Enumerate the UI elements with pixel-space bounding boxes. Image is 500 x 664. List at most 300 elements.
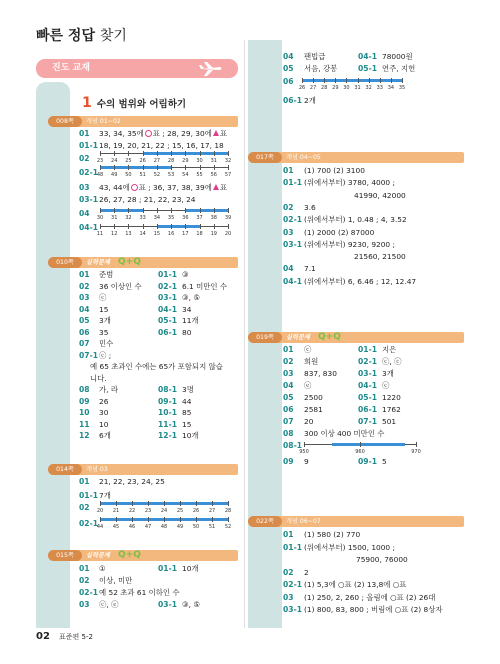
page-ref: 008쪽: [48, 116, 82, 127]
answer-text-part: 7개: [99, 491, 111, 500]
answer-number: 03: [79, 600, 90, 609]
footer-label: 표준편 5-2: [59, 633, 93, 641]
answer-text: 15: [99, 304, 109, 314]
answer-number: 02: [283, 567, 294, 577]
number-line-tick: [196, 501, 197, 506]
number-line-label: 29: [182, 158, 189, 164]
answer-number: 03-1: [158, 600, 178, 609]
skill-label: 실력문제: [86, 259, 110, 266]
answer-number: 03-1: [79, 195, 99, 204]
answer-text: (1) 250, 2, 260 ; 올림에 ○표 (2) 26대: [304, 592, 436, 602]
answer-number: 01-1: [158, 564, 178, 573]
number-line-label: 11: [96, 231, 104, 237]
number-line-label: 33: [376, 85, 383, 91]
answer-number: 04: [283, 52, 294, 61]
footer-page-number: 02: [36, 631, 50, 642]
answer-number: 02-1: [283, 580, 303, 589]
answer-number: 03: [283, 369, 294, 378]
number-line-label: 27: [208, 508, 216, 514]
skill-label: 실력문제: [286, 334, 310, 341]
answer-number: 12: [79, 431, 90, 440]
answer-text: 9: [304, 457, 309, 466]
number-line-tick: [200, 151, 201, 156]
number-line-label: 35: [398, 85, 406, 91]
answer-number: 08-1: [158, 385, 178, 394]
answer-number: 03: [79, 183, 90, 192]
number-line-label: 23: [144, 508, 152, 514]
number-line-tick: [143, 208, 144, 213]
number-line-range: [100, 209, 143, 212]
answer-number: 02-1: [158, 281, 178, 291]
number-line: [96, 165, 232, 181]
answer-text: ⓒ ;: [99, 350, 112, 360]
answer-number: 03: [283, 227, 294, 237]
page-ref: 019쪽: [248, 332, 282, 343]
circle-mark-icon: [131, 184, 138, 191]
answer-text: [99, 195, 196, 204]
number-line-tick: [214, 165, 215, 170]
number-line-label: 19: [210, 231, 217, 237]
answer-text-part: 21, 22, 23, 24, 25: [99, 477, 165, 486]
number-line-label: 29: [332, 85, 339, 91]
number-line-label: 52: [224, 524, 232, 530]
number-line-tick: [132, 517, 133, 522]
number-line-tick: [148, 517, 149, 522]
section-header-010: [48, 257, 238, 268]
number-line-label: 31: [210, 158, 217, 164]
answer-text: [99, 141, 224, 150]
answer-text: 이상, 미만: [99, 576, 133, 585]
number-line-label: 34: [387, 85, 395, 91]
page-ref: 010쪽: [48, 257, 82, 268]
answer-number: 07-1: [358, 417, 378, 426]
answer-number: 01: [283, 166, 294, 175]
answer-number: 01: [283, 345, 294, 354]
number-line-label: 17: [182, 231, 189, 237]
answer-text: 서음, 강봉: [304, 64, 338, 73]
answer-text: 78000원: [382, 52, 413, 61]
number-line-label: 50: [192, 524, 200, 530]
number-line-tick: [114, 165, 115, 170]
answer-text: 837, 830: [304, 369, 337, 378]
answer-number: 02-1: [79, 588, 99, 597]
answer-number: 01: [79, 564, 90, 573]
number-line-label: 53: [167, 172, 175, 178]
number-line-tick: [100, 517, 101, 522]
section-header-014: [48, 464, 238, 475]
answer-number: 01: [79, 477, 90, 486]
answer-number: 09: [283, 457, 294, 466]
answer-text: 2개: [304, 96, 316, 105]
number-line-tick: [369, 78, 370, 83]
airplane-icon: [198, 61, 224, 77]
answer-number: 02: [79, 576, 90, 585]
number-line-tick: [143, 224, 144, 229]
answer-number: 11-1: [158, 419, 178, 429]
answer-number: 10: [79, 408, 90, 417]
answer-text-part: 18, 19, 20, 21, 22 ; 15, 16, 17, 18: [99, 141, 224, 150]
number-line-label: 35: [167, 215, 175, 221]
footer: [36, 628, 93, 643]
number-line-tick: [196, 517, 197, 522]
number-line-range: [185, 209, 228, 212]
number-line-label: 37: [196, 215, 203, 221]
answer-text: 지은: [382, 345, 397, 354]
answer-number: 03-1: [358, 369, 378, 378]
number-line-tick: [212, 517, 213, 522]
page-title: [36, 27, 127, 45]
number-line-label: 12: [111, 231, 118, 237]
answer-number: 03-1: [158, 293, 178, 302]
number-line-tick: [157, 165, 158, 170]
number-line-label: 31: [354, 85, 361, 91]
number-line-label: 51: [208, 524, 216, 530]
number-line-label: 50: [125, 172, 132, 178]
answer-text: (1) 5,3에 ○표 (2) 13,8에 ○표: [304, 580, 407, 589]
number-line-label: 30: [96, 215, 104, 221]
number-line-label: 31: [111, 215, 118, 221]
answer-text: 5: [382, 457, 387, 466]
answer-number: 03: [79, 293, 90, 302]
answer-text: 준범: [99, 270, 114, 279]
number-line-tick: [358, 78, 359, 83]
answer-text: 3개: [99, 316, 111, 325]
triangle-mark-icon: [213, 184, 219, 190]
number-line-label: 33: [139, 215, 146, 221]
number-line-tick: [180, 517, 181, 522]
number-line-label: 15: [153, 231, 161, 237]
answer-text: 희원: [304, 357, 319, 366]
answer-text: (위에서부터) 6, 6.46 ; 12, 12.47: [304, 276, 417, 286]
number-line-tick: [214, 208, 215, 213]
number-line-tick: [171, 151, 172, 156]
answer-text: 3.6: [304, 202, 316, 212]
answer-number: 02: [283, 202, 294, 212]
answer-text: 21560, 21500: [354, 252, 406, 262]
number-line-range: [157, 225, 200, 228]
left-column-band: [36, 82, 70, 628]
answer-text: ⓒ: [382, 381, 390, 390]
answer-text: 75900, 76000: [356, 555, 408, 564]
number-line-label: 34: [153, 215, 161, 221]
answer-number: 01-1: [358, 345, 378, 354]
number-line-tick: [228, 501, 229, 506]
answer-number: 06: [79, 327, 90, 337]
answer-text: [99, 183, 227, 192]
number-line-tick: [148, 501, 149, 506]
number-line-tick: [402, 78, 403, 83]
number-line-label: 24: [111, 158, 118, 164]
number-line-label: 32: [125, 215, 132, 221]
answer-text: ⓒ: [304, 345, 312, 354]
number-line-tick: [100, 165, 101, 170]
number-line-tick: [157, 151, 158, 156]
answer-number: 02-1: [79, 168, 99, 177]
answer-number: 01: [79, 270, 90, 279]
section-tag-label: 진도 교재: [52, 63, 90, 73]
number-line-label: 20: [96, 508, 104, 514]
number-line-label: 14: [139, 231, 146, 237]
number-line-tick: [114, 208, 115, 213]
number-line-label: 26: [192, 508, 200, 514]
number-line-tick: [346, 78, 347, 83]
number-line-label: 49: [176, 524, 184, 530]
number-line: [298, 78, 406, 94]
answer-number: 07: [79, 339, 90, 348]
answer-number: 04: [79, 304, 90, 314]
answer-text: 36 이상인 수: [99, 281, 142, 291]
number-line-tick: [128, 224, 129, 229]
answer-number: 09: [79, 396, 90, 406]
number-line-tick: [304, 442, 305, 447]
number-line-label: 57: [224, 172, 232, 178]
number-line-label: 28: [321, 85, 328, 91]
answer-text-part: 33, 34, 35에: [99, 129, 144, 138]
answer-number: 03-1: [283, 239, 303, 249]
answer-text: (1) 800, 83, 800 ; 버림에 ○표 (2) 8상자: [304, 605, 443, 614]
answer-number: 09-1: [358, 457, 378, 466]
number-line-label: 30: [196, 158, 203, 164]
section-header-019: [248, 332, 464, 343]
unit-name: 수의 범위와 어림하기: [96, 99, 187, 110]
answer-text: 300 이상 400 미만인 수: [304, 429, 385, 438]
answer-number: 06: [283, 77, 294, 86]
answer-text: 41990, 42000: [354, 190, 406, 200]
number-line: [96, 208, 232, 224]
number-line-tick: [185, 224, 186, 229]
answer-text: 501: [382, 417, 397, 426]
number-line-tick: [360, 442, 361, 447]
answer-number: 01-1: [79, 491, 99, 500]
answer-number: 12-1: [158, 431, 178, 440]
number-line-tick: [324, 78, 325, 83]
answer-text: (위에서부터) 3780, 4000 ;: [304, 178, 395, 188]
answer-number: 05-1: [158, 316, 178, 325]
page-ref: 022쪽: [248, 516, 282, 527]
answer-number: 01: [79, 129, 90, 138]
number-line-tick: [228, 151, 229, 156]
number-line-tick: [157, 224, 158, 229]
number-line-label: 48: [160, 524, 168, 530]
answer-number: 02: [283, 357, 294, 366]
number-line-label: 26: [139, 158, 146, 164]
number-line-tick: [228, 208, 229, 213]
answer-text: (1) 580 (2) 770: [304, 530, 361, 539]
number-line-tick: [132, 501, 133, 506]
concept-ref: 개념 06~07: [286, 518, 321, 525]
answer-number: 01-1: [158, 270, 178, 279]
answer-text: (1) 700 (2) 3100: [304, 166, 365, 175]
number-line-tick: [214, 224, 215, 229]
number-line-label: 960: [355, 449, 365, 455]
answer-text: ③, ⑤: [182, 293, 200, 302]
answer-text: 10: [99, 419, 109, 429]
number-line-tick: [416, 442, 417, 447]
number-line-tick: [228, 224, 229, 229]
number-line-label: 25: [176, 508, 184, 514]
answer-text: 20: [304, 417, 314, 426]
answer-text: [99, 491, 111, 500]
number-line-tick: [171, 165, 172, 170]
skill-label: 실력문제: [86, 552, 110, 559]
answer-number: 08: [283, 429, 294, 438]
number-line-tick: [116, 501, 117, 506]
number-line-tick: [114, 151, 115, 156]
answer-text: 44: [182, 396, 192, 406]
answer-text-part: 표: [219, 183, 227, 192]
answer-number: 06-1: [158, 327, 178, 337]
answer-text: ①: [99, 564, 106, 573]
answer-number: 02-1: [283, 215, 303, 225]
answer-text: 35: [99, 327, 109, 337]
number-line-label: 44: [96, 524, 104, 530]
number-line-label: 23: [96, 158, 104, 164]
answer-text: ⓒ: [99, 293, 107, 302]
number-line-label: 39: [224, 215, 232, 221]
answer-text-part: 26, 27, 28 ; 21, 22, 23, 24: [99, 195, 196, 204]
answer-text: 6개: [99, 431, 111, 440]
number-line-label: 13: [125, 231, 132, 237]
answer-number: 05: [283, 393, 294, 402]
number-line-label: 30: [343, 85, 350, 91]
number-line-tick: [228, 517, 229, 522]
answer-number: 05: [283, 64, 294, 73]
answer-text: (위에서부터) 9230, 9200 ;: [304, 239, 395, 249]
answer-text: 30: [99, 408, 109, 417]
number-line-tick: [164, 517, 165, 522]
qq-icon: Q+Q: [118, 257, 141, 267]
number-line-tick: [164, 501, 165, 506]
answer-number: 04-1: [358, 381, 378, 390]
page-ref: 014쪽: [48, 464, 82, 475]
number-line-label: 54: [182, 172, 189, 178]
answer-number: 07-1: [79, 350, 99, 360]
number-line-tick: [100, 224, 101, 229]
answer-number: 04-1: [283, 276, 303, 286]
answer-text: 85: [182, 408, 192, 417]
answer-text: 80: [182, 327, 192, 337]
answer-text: (위에서부터) 1, 0.48 ; 4, 3.52: [304, 215, 407, 225]
answer-text: 10개: [182, 431, 199, 440]
number-line-tick: [335, 78, 336, 83]
number-line-label: 28: [167, 158, 175, 164]
answer-number: 04-1: [79, 223, 99, 232]
section-header-017: [248, 152, 464, 163]
number-line-label: 970: [411, 449, 421, 455]
concept-ref: 개념 03: [86, 466, 108, 473]
number-line-label: 28: [224, 508, 232, 514]
number-line-label: 18: [196, 231, 203, 237]
number-line-label: 20: [224, 231, 232, 237]
number-line-label: 46: [128, 524, 136, 530]
answer-number: 07: [283, 417, 294, 426]
answer-text: 예 52 초과 61 이하인 수: [99, 588, 180, 597]
page-ref: 015쪽: [48, 550, 82, 561]
answer-text: [99, 129, 227, 138]
answer-text: 7.1: [304, 264, 316, 274]
circle-mark-icon: [145, 130, 152, 137]
column-divider: [244, 40, 245, 628]
number-line-label: 55: [196, 172, 203, 178]
number-line-tick: [313, 78, 314, 83]
answer-number: 06-1: [283, 96, 303, 105]
answer-text: 34: [182, 304, 192, 314]
answer-number: 10-1: [158, 408, 178, 417]
answer-number: 04: [283, 264, 294, 274]
triangle-mark-icon: [213, 130, 219, 136]
answer-number: 02-1: [358, 357, 378, 366]
page-title-sub: 찾기: [99, 28, 127, 44]
number-line-tick: [200, 224, 201, 229]
concept-ref: 개념 01~02: [86, 118, 121, 125]
answer-number: 09-1: [158, 396, 178, 406]
answer-number: 06-1: [358, 405, 378, 414]
number-line-tick: [185, 208, 186, 213]
number-line-range: [332, 443, 405, 446]
number-line-label: 48: [96, 172, 104, 178]
section-header-015: [48, 550, 238, 561]
answer-text-part: 표 ; 36, 37, 38, 39에: [138, 183, 212, 192]
number-line-label: 21: [112, 508, 120, 514]
section-header-022: [248, 516, 464, 527]
answer-number: 06: [283, 405, 294, 414]
number-line-tick: [128, 151, 129, 156]
answer-text: 1762: [382, 405, 401, 414]
qq-icon: Q+Q: [118, 550, 141, 560]
number-line-tick: [228, 165, 229, 170]
number-line-label: 25: [125, 158, 132, 164]
number-line-label: 52: [153, 172, 161, 178]
answer-number: 08: [79, 385, 90, 394]
section-header-008: [48, 116, 238, 127]
answer-number: 08-1: [283, 441, 303, 450]
number-line-tick: [143, 151, 144, 156]
answer-text: 가, 라: [99, 385, 118, 394]
answer-text: 6.1 미만인 수: [182, 281, 228, 291]
answer-number: 05: [79, 316, 90, 325]
answer-number: 04: [79, 209, 90, 218]
answer-text: 3개: [382, 369, 394, 378]
number-line: [96, 501, 232, 517]
number-line-label: 38: [210, 215, 217, 221]
answer-number: 11: [79, 419, 90, 429]
answer-text: ⓒ, ⓒ: [382, 357, 402, 366]
number-line-label: 56: [210, 172, 217, 178]
answer-text: 10개: [182, 564, 199, 573]
number-line-tick: [116, 517, 117, 522]
answer-text: ⓔ: [304, 381, 312, 390]
answer-number: 03-1: [283, 605, 303, 614]
answer-text: 연주, 지헌: [382, 64, 416, 73]
answer-number: 03: [283, 592, 294, 602]
number-line-label: 36: [182, 215, 189, 221]
answer-number: 04: [283, 381, 294, 390]
answer-number: 02: [79, 154, 90, 163]
number-line-label: 22: [128, 508, 136, 514]
answer-text: 니다.: [90, 373, 107, 383]
number-line-label: 47: [144, 524, 152, 530]
number-line-tick: [380, 78, 381, 83]
number-line-tick: [180, 501, 181, 506]
number-line-range: [302, 79, 402, 82]
number-line-label: 45: [112, 524, 120, 530]
number-line-tick: [157, 208, 158, 213]
unit-number: 1: [82, 95, 92, 111]
number-line-tick: [143, 165, 144, 170]
page-title-main: 빠른 정답: [36, 28, 95, 44]
answer-number: 02-1: [79, 519, 99, 528]
number-line-tick: [128, 165, 129, 170]
